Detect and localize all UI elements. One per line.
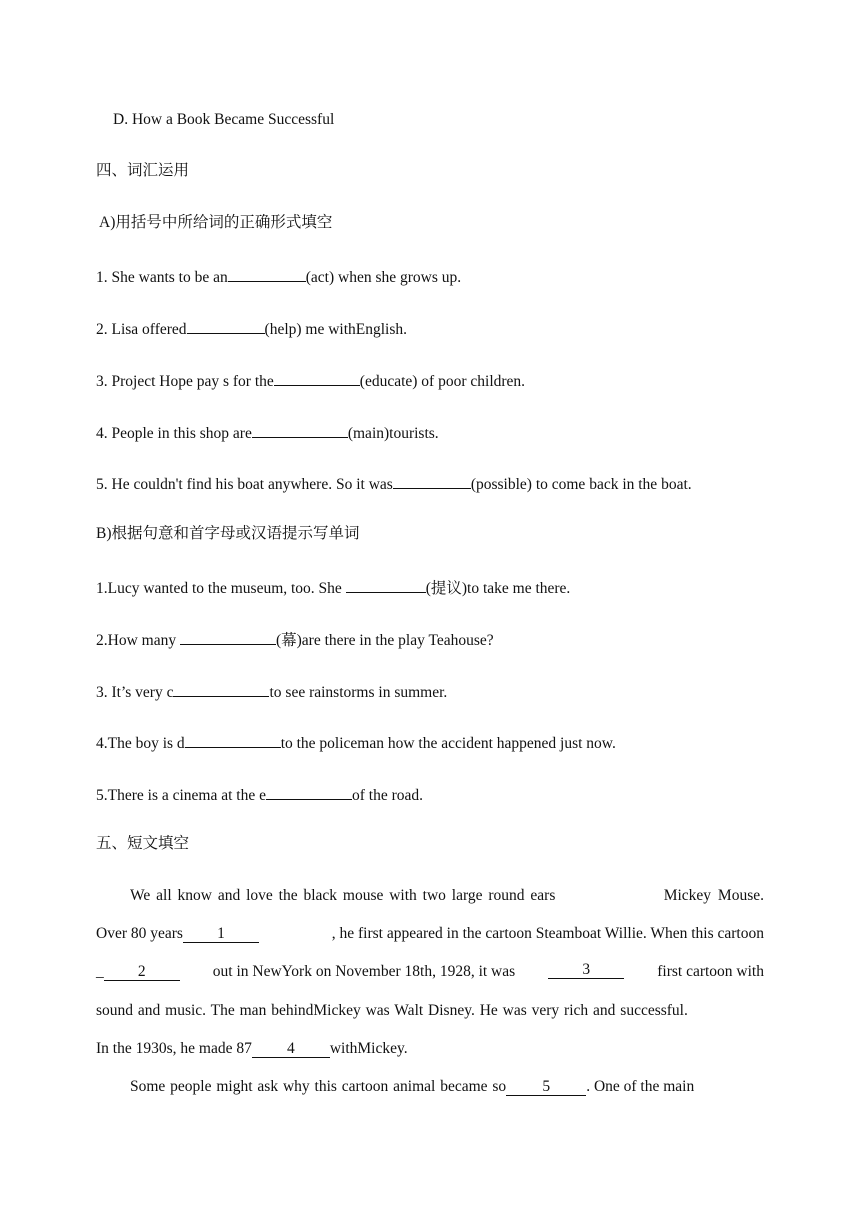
part-b-item-3: 3. It’s very c to see rainstorms in summer. <box>96 680 447 703</box>
part-b-item-1: 1.Lucy wanted to the museum, too. She (提议)to take me there. <box>96 576 570 599</box>
answer-blank[interactable] <box>173 680 269 697</box>
answer-blank[interactable] <box>266 783 352 800</box>
cloze-line-1: We all know and love the black mouse with two large round ears Mickey Mouse. <box>130 887 764 904</box>
section5-title: 五、短文填空 <box>96 835 190 852</box>
option-d: D. How a Book Became Successful <box>113 111 335 128</box>
answer-blank[interactable] <box>180 628 276 645</box>
part-a-item-4: 4. People in this shop are (main)tourists. <box>96 421 439 444</box>
answer-blank[interactable] <box>252 421 348 438</box>
cloze-p2-line-1: Some people might ask why this cartoon animal became so 5 . One of the main <box>130 1078 695 1095</box>
part-b-item-4: 4.The boy is d to the policeman how the accident happened just now. <box>96 731 616 754</box>
answer-blank[interactable] <box>346 576 426 593</box>
part-b-title: B)根据句意和首字母或汉语提示写单词 <box>96 525 360 542</box>
cloze-line-5: In the 1930s, he made 87 4 withMickey. <box>96 1040 408 1057</box>
cloze-blank-4[interactable]: 4 <box>252 1041 330 1058</box>
part-b-item-5: 5.There is a cinema at the e of the road. <box>96 783 423 806</box>
part-a-title: A)用括号中所给词的正确形式填空 <box>99 214 333 231</box>
cloze-line-3: _ 2 out in NewYork on November 18th, 1928, it was 3 first cartoon with <box>96 961 764 980</box>
cloze-line-4: sound and music. The man behindMickey was Walt Disney. He was very rich and successful. <box>96 1002 688 1019</box>
part-a-item-3: 3. Project Hope pay s for the (educate) of poor children. <box>96 369 525 392</box>
cloze-blank-1[interactable]: 1 <box>183 926 259 943</box>
answer-blank[interactable] <box>187 317 265 334</box>
part-a-item-5: 5. He couldn't find his boat anywhere. So it was (possible) to come back in the boat. <box>96 472 692 495</box>
answer-blank[interactable] <box>185 731 281 748</box>
part-a-item-2: 2. Lisa offered (help) me withEnglish. <box>96 317 407 340</box>
section4-title: 四、词汇运用 <box>96 162 190 179</box>
part-b-item-2: 2.How many (幕)are there in the play Teahouse? <box>96 628 494 651</box>
answer-blank[interactable] <box>228 265 306 282</box>
cloze-blank-5[interactable]: 5 <box>506 1079 586 1096</box>
cloze-blank-3[interactable]: 3 <box>548 962 624 979</box>
answer-blank[interactable] <box>274 369 360 386</box>
cloze-blank-2[interactable]: 2 <box>104 964 180 981</box>
cloze-line-2: Over 80 years 1 , he first appeared in the cartoon Steamboat Willie. When this cartoon <box>96 925 764 942</box>
part-a-item-1: 1. She wants to be an (act) when she grows up. <box>96 265 461 288</box>
answer-blank[interactable] <box>393 472 471 489</box>
